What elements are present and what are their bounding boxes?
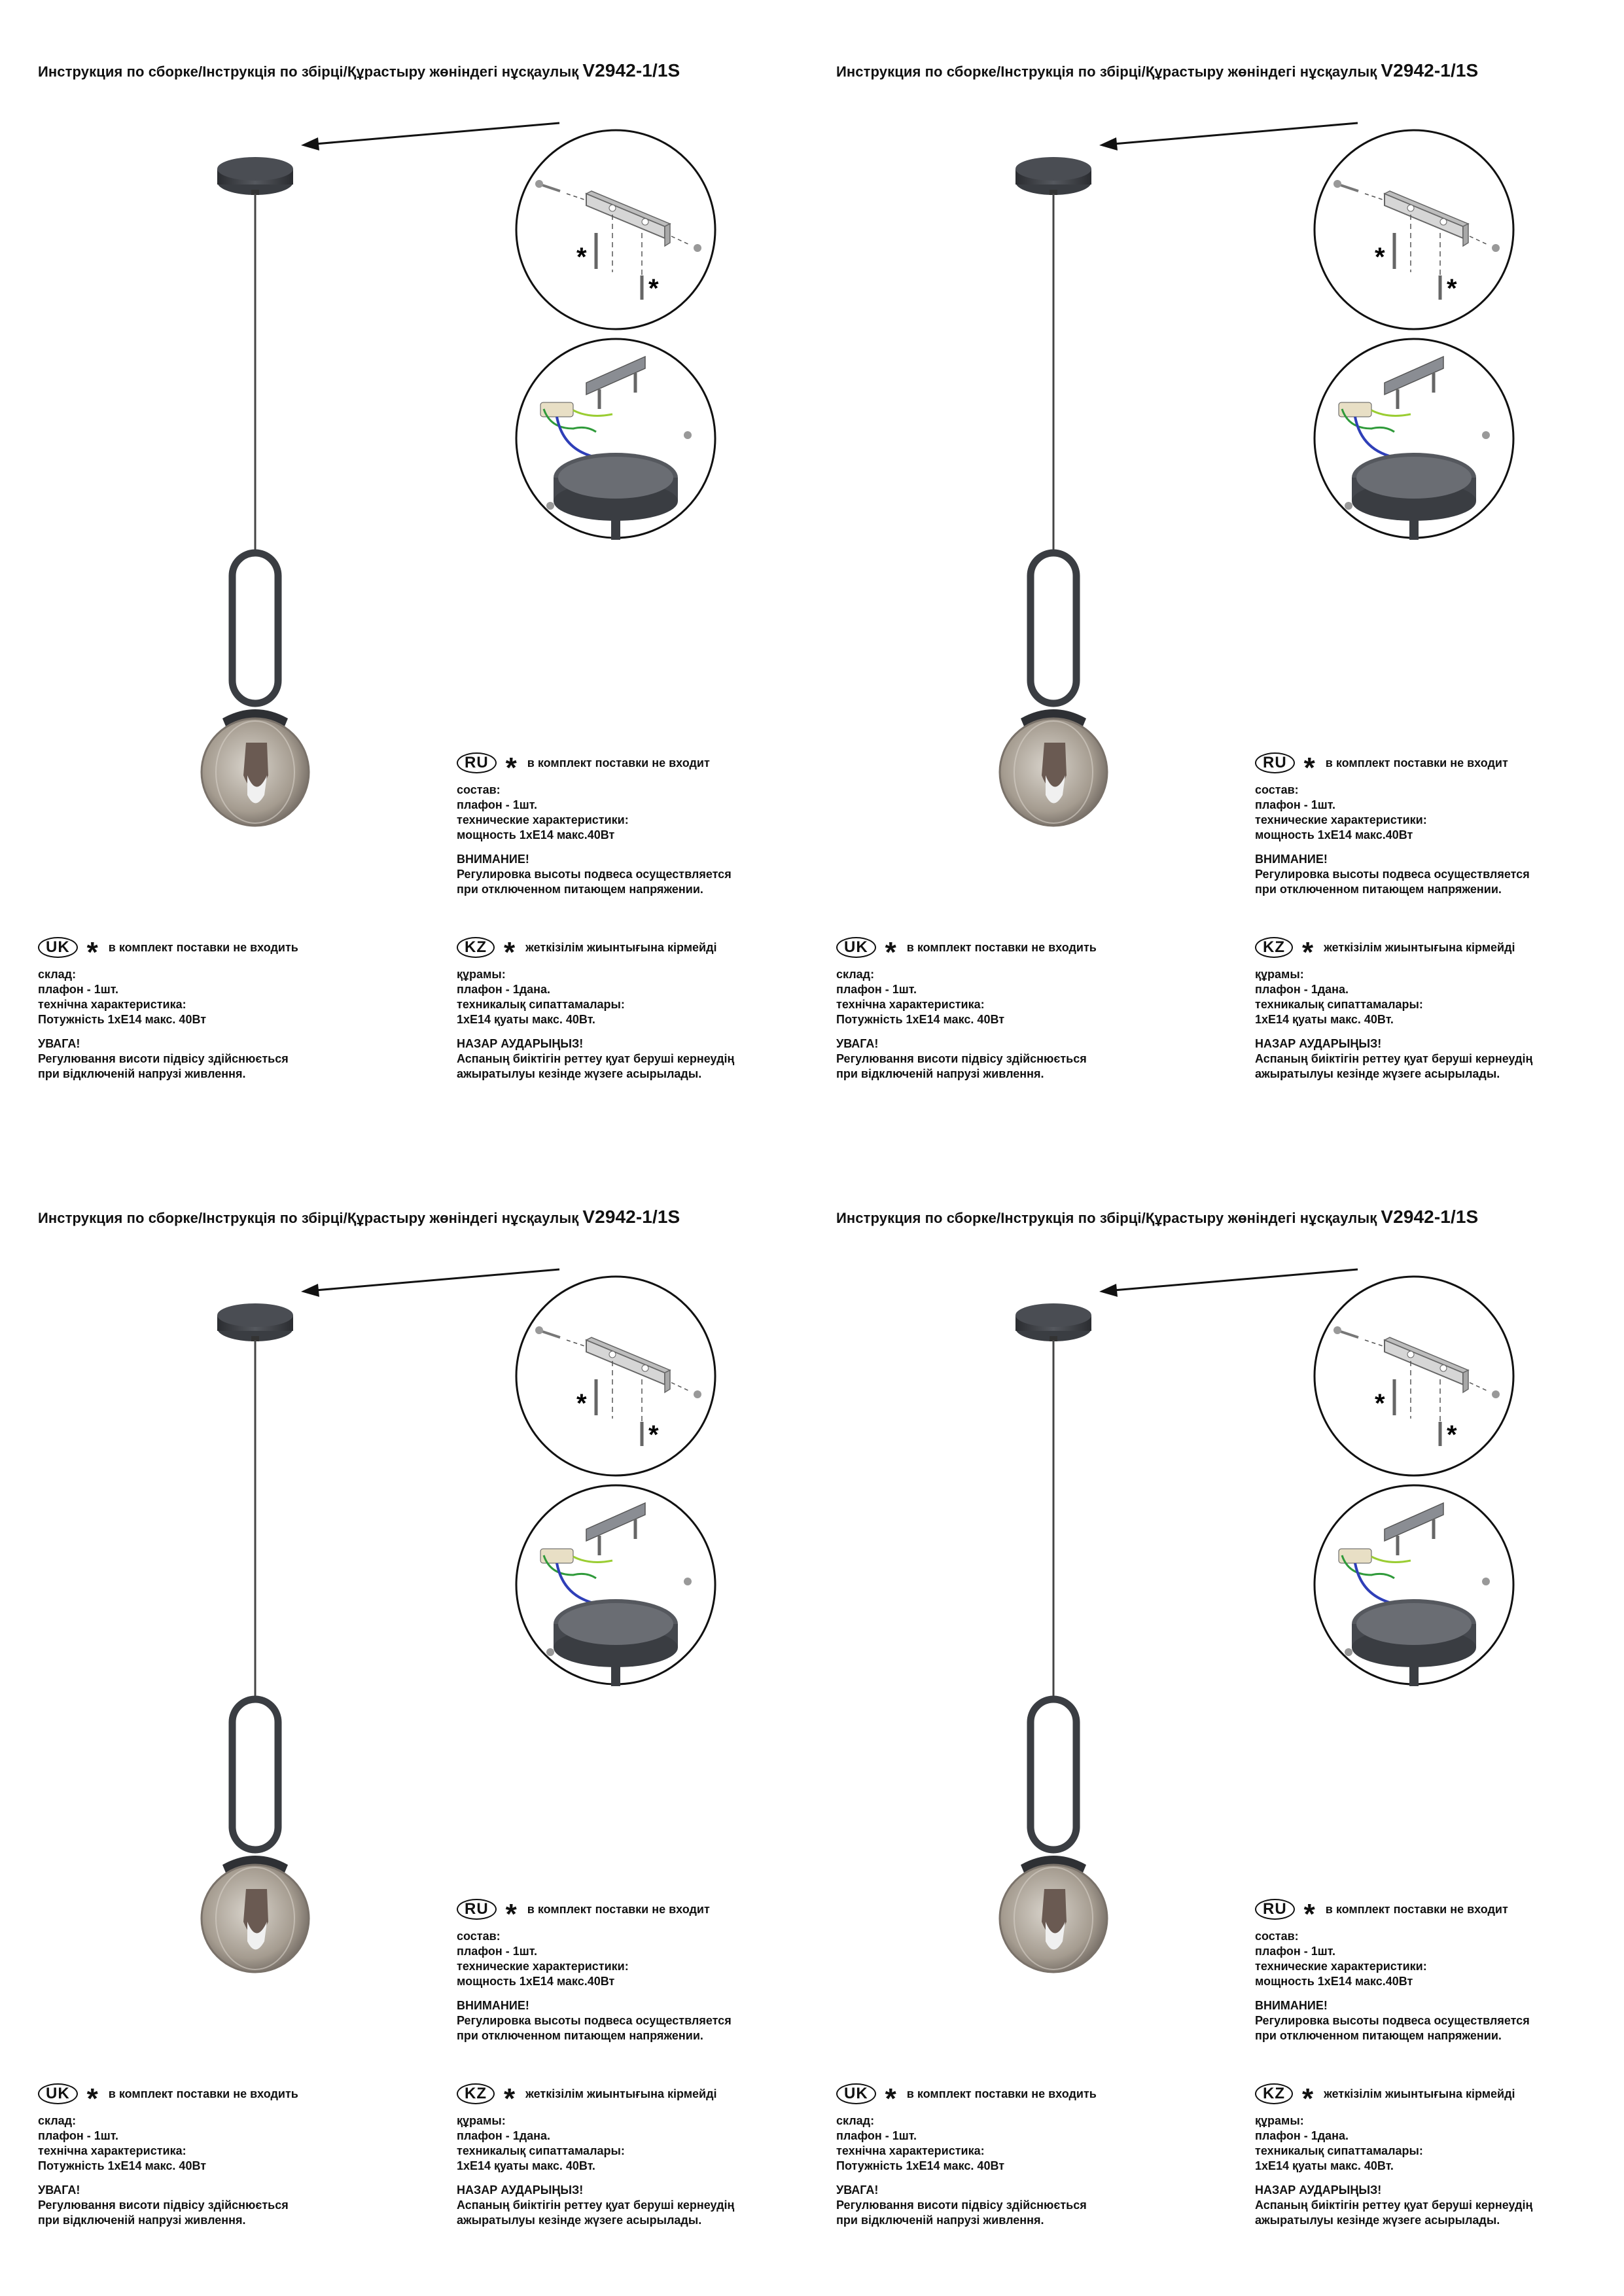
star-mark: * [648, 1421, 659, 1449]
bracket-detail [1313, 128, 1515, 331]
star-mark: * [885, 936, 896, 968]
ru-contents-title: состав: [457, 783, 501, 796]
bracket-detail [514, 128, 717, 331]
kz-warning-line2: ажыратылуы кезінде жүзеге асырылады. [457, 1067, 702, 1080]
ru-warning-title: ВНИМАНИЕ! [1255, 1999, 1328, 2012]
star-mark: * [576, 1389, 587, 1418]
uk-not-included: в комплект поставки не входить [108, 940, 298, 954]
uk-specs-title: технічна характеристика: [836, 2144, 985, 2157]
ru-badge: RU [1255, 1899, 1295, 1920]
kz-contents-title: құрамы: [1255, 968, 1304, 981]
uk-warning-line1: Регулювання висоти підвісу здійснюється [836, 2199, 1087, 2212]
instruction-panel [0, 0, 798, 1139]
kz-specs-value: 1хE14 қуаты макс. 40Вт. [457, 2159, 595, 2172]
kz-warning-line1: Аспаның биіктігін реттеу қуат беруші кернеудің [1255, 2199, 1533, 2212]
kz-badge: KZ [1255, 2083, 1293, 2104]
star-mark: * [1375, 1389, 1385, 1418]
kz-contents-item: плафон - 1дана. [457, 2129, 551, 2142]
instruction-panel [798, 0, 1597, 1139]
ru-specs-value: мощность 1хE14 макс.40Вт [1255, 828, 1413, 841]
ru-section [1255, 1898, 1595, 2043]
ru-specs-value: мощность 1хE14 макс.40Вт [457, 828, 615, 841]
title-text: Инструкция по сборке/Інструкція по збірці/Құрастыру жөніндегі нұсқаулық [836, 63, 1377, 80]
kz-warning-line2: ажыратылуы кезінде жүзеге асырылады. [1255, 1067, 1500, 1080]
kz-specs-value: 1хE14 қуаты макс. 40Вт. [1255, 1013, 1394, 1026]
star-mark: * [504, 936, 516, 968]
kz-not-included: жеткізілім жиынтығына кірмейді [1324, 940, 1515, 954]
uk-badge: UK [38, 937, 78, 958]
kz-warning-line2: ажыратылуы кезінде жүзеге асырылады. [1255, 2214, 1500, 2227]
title [836, 60, 1478, 81]
ru-not-included: в комплект поставки не входит [527, 1902, 710, 1916]
uk-warning-line1: Регулювання висоти підвісу здійснюється [38, 2199, 289, 2212]
kz-warning-line1: Аспаның биіктігін реттеу қуат беруші кернеудің [1255, 1052, 1533, 1065]
ru-warning-line1: Регулировка высоты подвеса осуществляется [1255, 868, 1530, 881]
kz-warning-title: НАЗАР АУДАРЫҢЫЗ! [457, 2183, 584, 2197]
uk-badge: UK [836, 2083, 876, 2104]
kz-contents-title: құрамы: [457, 968, 506, 981]
ru-not-included: в комплект поставки не входит [1325, 756, 1508, 769]
ru-specs-value: мощность 1хE14 макс.40Вт [1255, 1975, 1413, 1988]
kz-specs-title: техникалық сипаттамалары: [457, 2144, 625, 2157]
uk-not-included: в комплект поставки не входить [906, 940, 1097, 954]
kz-not-included: жеткізілім жиынтығына кірмейді [525, 2087, 717, 2100]
kz-not-included: жеткізілім жиынтығына кірмейді [1324, 2087, 1515, 2100]
uk-warning-title: УВАГА! [38, 2183, 80, 2197]
screw-icon [1492, 1390, 1500, 1398]
kz-contents-item: плафон - 1дана. [1255, 983, 1349, 996]
ru-badge: RU [457, 752, 497, 773]
lamp-illustration [170, 150, 366, 844]
uk-specs-value: Потужність 1хE14 макс. 40Вт [836, 2159, 1005, 2172]
ru-section [1255, 751, 1595, 897]
ru-warning-line2: при отключенном питающем напряжении. [457, 2029, 703, 2042]
lamp-illustration [968, 150, 1165, 844]
uk-contents-title: склад: [836, 2114, 875, 2127]
ru-contents-title: состав: [1255, 1930, 1299, 1943]
uk-warning-line2: при відключеній напрузі живлення. [836, 2214, 1044, 2227]
kz-section [1255, 936, 1595, 1082]
wiring-detail [1313, 1483, 1515, 1686]
kz-warning-line1: Аспаның биіктігін реттеу қуат беруші кернеудің [457, 1052, 735, 1065]
uk-warning-title: УВАГА! [38, 1037, 80, 1050]
star-mark: * [1447, 1421, 1457, 1449]
wiring-detail [1313, 337, 1515, 540]
star-mark: * [504, 2083, 516, 2115]
kz-contents-item: плафон - 1дана. [1255, 2129, 1349, 2142]
title [38, 1207, 680, 1227]
kz-warning-title: НАЗАР АУДАРЫҢЫЗ! [1255, 2183, 1382, 2197]
title [836, 1207, 1478, 1227]
ru-contents-item: плафон - 1шт. [457, 1945, 537, 1958]
ru-contents-item: плафон - 1шт. [1255, 1945, 1335, 1958]
star-mark: * [1302, 2083, 1314, 2115]
bracket-detail [1313, 1275, 1515, 1477]
kz-badge: KZ [1255, 937, 1293, 958]
star-mark: * [885, 2083, 896, 2115]
uk-specs-value: Потужність 1хE14 макс. 40Вт [38, 1013, 207, 1026]
kz-warning-line2: ажыратылуы кезінде жүзеге асырылады. [457, 2214, 702, 2227]
uk-section [38, 2082, 431, 2228]
uk-warning-title: УВАГА! [836, 2183, 879, 2197]
ru-specs-title: технические характеристики: [457, 813, 629, 826]
ru-specs-title: технические характеристики: [1255, 1960, 1427, 1973]
uk-warning-line2: при відключеній напрузі живлення. [38, 1067, 246, 1080]
kz-badge: KZ [457, 937, 495, 958]
uk-section [38, 936, 431, 1082]
star-mark: * [648, 274, 659, 303]
ru-specs-value: мощность 1хE14 макс.40Вт [457, 1975, 615, 1988]
star-mark: * [1447, 274, 1457, 303]
ru-warning-line2: при отключенном питающем напряжении. [457, 883, 703, 896]
uk-contents-item: плафон - 1шт. [38, 983, 118, 996]
uk-contents-title: склад: [38, 968, 77, 981]
ru-warning-title: ВНИМАНИЕ! [457, 1999, 529, 2012]
uk-contents-item: плафон - 1шт. [38, 2129, 118, 2142]
kz-specs-value: 1хE14 қуаты макс. 40Вт. [1255, 2159, 1394, 2172]
wiring-detail [514, 1483, 717, 1686]
title-text: Инструкция по сборке/Інструкція по збірці/Құрастыру жөніндегі нұсқаулық [38, 1210, 579, 1226]
kz-contents-title: құрамы: [1255, 2114, 1304, 2127]
uk-warning-line2: при відключеній напрузі живлення. [836, 1067, 1044, 1080]
ru-contents-item: плафон - 1шт. [1255, 798, 1335, 811]
ru-badge: RU [457, 1899, 497, 1920]
ru-specs-title: технические характеристики: [457, 1960, 629, 1973]
uk-badge: UK [836, 937, 876, 958]
star-mark: * [505, 752, 517, 784]
uk-specs-title: технічна характеристика: [38, 998, 186, 1011]
uk-contents-title: склад: [836, 968, 875, 981]
ru-badge: RU [1255, 752, 1295, 773]
uk-section [836, 2082, 1229, 2228]
ru-warning-line1: Регулировка высоты подвеса осуществляется [457, 868, 732, 881]
ru-specs-title: технические характеристики: [1255, 813, 1427, 826]
instruction-panel [0, 1146, 798, 2285]
instruction-panel [798, 1146, 1597, 2285]
model-number: V2942-1/1S [582, 60, 680, 80]
kz-specs-value: 1хE14 қуаты макс. 40Вт. [457, 1013, 595, 1026]
ru-warning-line2: при отключенном питающем напряжении. [1255, 2029, 1502, 2042]
ru-warning-line1: Регулировка высоты подвеса осуществляется [457, 2014, 732, 2027]
ru-warning-title: ВНИМАНИЕ! [1255, 853, 1328, 866]
kz-warning-line1: Аспаның биіктігін реттеу қуат беруші кернеудің [457, 2199, 735, 2212]
star-mark: * [505, 1898, 517, 1930]
uk-specs-value: Потужність 1хE14 макс. 40Вт [836, 1013, 1005, 1026]
ru-contents-item: плафон - 1шт. [457, 798, 537, 811]
star-mark: * [86, 2083, 98, 2115]
ru-warning-title: ВНИМАНИЕ! [457, 853, 529, 866]
model-number: V2942-1/1S [1381, 60, 1479, 80]
ru-contents-title: состав: [1255, 783, 1299, 796]
star-mark: * [1303, 752, 1315, 784]
star-mark: * [576, 243, 587, 272]
uk-specs-title: технічна характеристика: [836, 998, 985, 1011]
uk-specs-title: технічна характеристика: [38, 2144, 186, 2157]
title [38, 60, 680, 81]
kz-warning-title: НАЗАР АУДАРЫҢЫЗ! [1255, 1037, 1382, 1050]
wiring-detail [514, 337, 717, 540]
star-mark: * [1303, 1898, 1315, 1930]
title-text: Инструкция по сборке/Інструкція по збірці/Құрастыру жөніндегі нұсқаулық [836, 1210, 1377, 1226]
screw-icon [694, 1390, 701, 1398]
kz-specs-title: техникалық сипаттамалары: [1255, 2144, 1423, 2157]
model-number: V2942-1/1S [582, 1207, 680, 1227]
lamp-illustration [968, 1297, 1165, 1990]
uk-badge: UK [38, 2083, 78, 2104]
kz-section [1255, 2082, 1595, 2228]
kz-not-included: жеткізілім жиынтығына кірмейді [525, 940, 717, 954]
uk-not-included: в комплект поставки не входить [108, 2087, 298, 2100]
ru-warning-line2: при отключенном питающем напряжении. [1255, 883, 1502, 896]
uk-contents-title: склад: [38, 2114, 77, 2127]
uk-contents-item: плафон - 1шт. [836, 983, 917, 996]
kz-section [457, 936, 797, 1082]
uk-warning-line1: Регулювання висоти підвісу здійснюється [836, 1052, 1087, 1065]
uk-contents-item: плафон - 1шт. [836, 2129, 917, 2142]
star-mark: * [1375, 243, 1385, 272]
uk-warning-line2: при відключеній напрузі живлення. [38, 2214, 246, 2227]
star-mark: * [86, 936, 98, 968]
screw-icon [694, 244, 701, 252]
uk-specs-value: Потужність 1хE14 макс. 40Вт [38, 2159, 207, 2172]
uk-not-included: в комплект поставки не входить [906, 2087, 1097, 2100]
ru-warning-line1: Регулировка высоты подвеса осуществляется [1255, 2014, 1530, 2027]
ru-section [457, 751, 797, 897]
kz-section [457, 2082, 797, 2228]
kz-badge: KZ [457, 2083, 495, 2104]
ru-not-included: в комплект поставки не входит [527, 756, 710, 769]
uk-warning-title: УВАГА! [836, 1037, 879, 1050]
uk-warning-line1: Регулювання висоти підвісу здійснюється [38, 1052, 289, 1065]
ru-section [457, 1898, 797, 2043]
title-text: Инструкция по сборке/Інструкція по збірці/Құрастыру жөніндегі нұсқаулық [38, 63, 579, 80]
kz-contents-item: плафон - 1дана. [457, 983, 551, 996]
lamp-illustration [170, 1297, 366, 1990]
kz-specs-title: техникалық сипаттамалары: [457, 998, 625, 1011]
kz-contents-title: құрамы: [457, 2114, 506, 2127]
kz-specs-title: техникалық сипаттамалары: [1255, 998, 1423, 1011]
screw-icon [1492, 244, 1500, 252]
kz-warning-title: НАЗАР АУДАРЫҢЫЗ! [457, 1037, 584, 1050]
star-mark: * [1302, 936, 1314, 968]
uk-section [836, 936, 1229, 1082]
ru-not-included: в комплект поставки не входит [1325, 1902, 1508, 1916]
model-number: V2942-1/1S [1381, 1207, 1479, 1227]
ru-contents-title: состав: [457, 1930, 501, 1943]
bracket-detail [514, 1275, 717, 1477]
